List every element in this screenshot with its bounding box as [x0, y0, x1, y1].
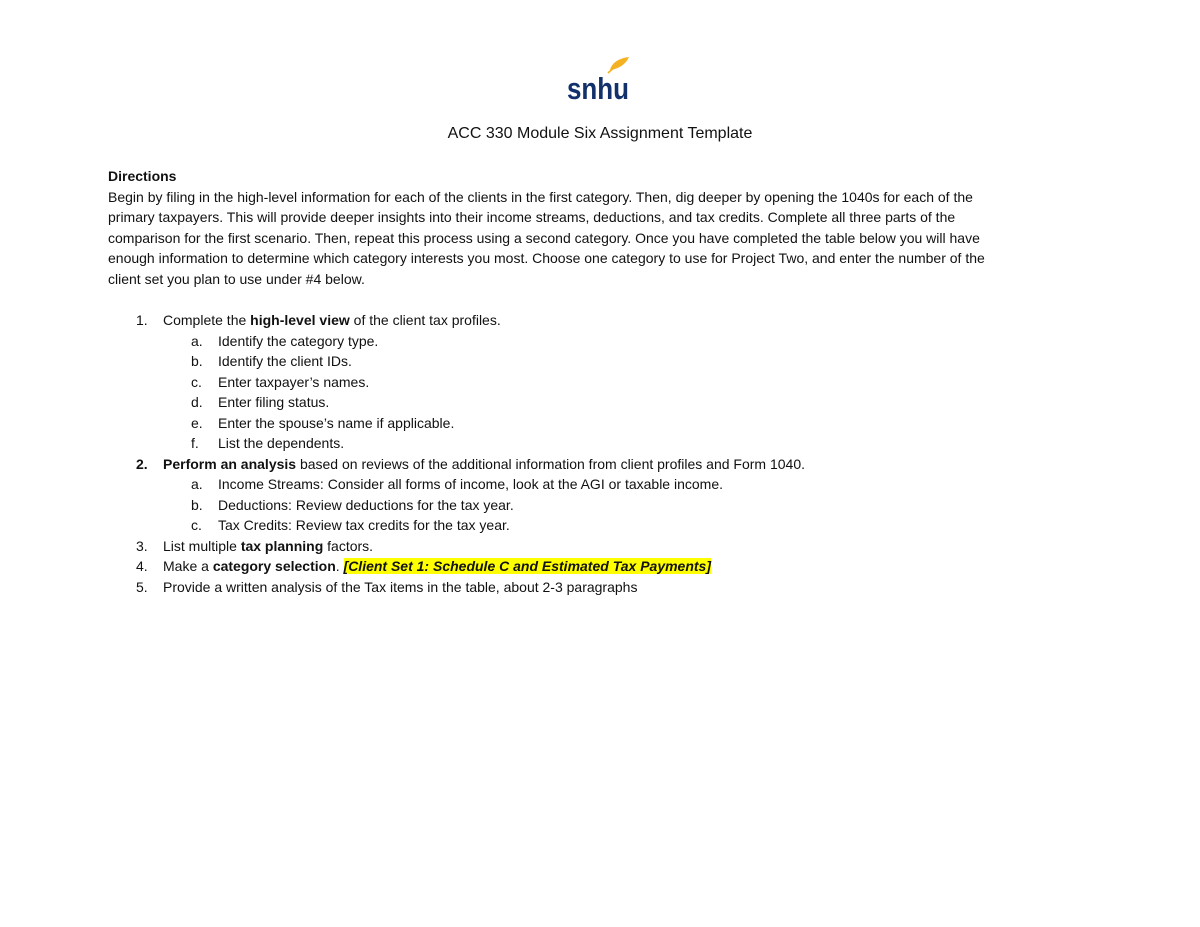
step-1-sub-e [108, 413, 1098, 434]
step-2 [108, 454, 1098, 475]
sub-letter: d. [191, 394, 203, 410]
step-bold-text: Perform an analysis [163, 455, 297, 472]
directions-heading: Directions [108, 168, 177, 184]
sub-letter: a. [191, 332, 203, 349]
snhu-logo-graphic [566, 56, 632, 106]
sub-text: Tax Credits: Review tax credits for the tax year. [218, 517, 510, 533]
step-number: 1. [136, 312, 148, 328]
sub-text: List the dependents. [218, 435, 345, 451]
sub-letter: c. [191, 373, 202, 390]
sub-text: Identify the category type. [218, 332, 379, 349]
step-2-sub-b [108, 495, 1098, 516]
step-text: Make a [163, 558, 213, 574]
step-text: factors. [323, 537, 374, 554]
step-text: based on reviews of the additional information from client profiles and Form 1040. [296, 455, 805, 472]
directions-line: primary taxpayers. This will provide deeper insights into their income streams, deductions, and tax credits. Complete all three parts of the [108, 209, 956, 225]
snhu-logo [566, 56, 632, 106]
step-3 [108, 536, 1098, 557]
step-text: List multiple [163, 537, 241, 554]
directions-line: Begin by filing in the high-level information for each of the clients in the first category. Then, dig deeper by opening the 1040s for each of the [108, 188, 973, 205]
step-number: 5. [136, 578, 148, 595]
sub-letter: f. [191, 435, 199, 451]
sub-letter: c. [191, 517, 202, 533]
step-bold-text: high-level view [250, 312, 350, 328]
step-2-sub-c [108, 515, 1098, 536]
directions-paragraph [108, 187, 1098, 290]
step-bold-text: category selection [212, 558, 336, 574]
step-1-sub-a [108, 331, 1098, 352]
logo-wordmark: snhu [567, 71, 629, 106]
steps-list [108, 310, 1098, 597]
step-1-sub-f [108, 433, 1098, 454]
step-text: . [335, 558, 344, 574]
step-5 [108, 577, 1098, 598]
step-number: 3. [136, 537, 148, 554]
sub-text: Enter taxpayer’s names. [218, 373, 370, 390]
sub-text: Enter filing status. [218, 394, 330, 410]
step-number: 4. [136, 558, 148, 574]
step-number: 2. [136, 455, 148, 472]
step-1-sub-d [108, 392, 1098, 413]
step-bold-text: tax planning [240, 537, 324, 554]
directions-line: comparison for the first scenario. Then, repeat this process using a second category. Once you have completed the table below you will have [108, 229, 980, 246]
sub-letter: b. [191, 496, 203, 513]
sub-text: Deductions: Review deductions for the tax year. [218, 496, 514, 513]
directions-line: enough information to determine which category interests you most. Choose one category to use for Project Two, and enter the number of the [108, 250, 985, 266]
directions-line: client set you plan to use under #4 below. [108, 270, 365, 287]
step-text: Complete the [163, 312, 251, 328]
sub-letter: b. [191, 353, 203, 369]
step-2-sub-a [108, 474, 1098, 495]
sub-text: Enter the spouse’s name if applicable. [218, 414, 455, 431]
sub-letter: e. [191, 414, 203, 431]
sub-text: Income Streams: Consider all forms of income, look at the AGI or taxable income. [218, 476, 723, 492]
step-1-sub-b [108, 351, 1098, 372]
sub-text: Identify the client IDs. [218, 353, 352, 369]
step-text: Provide a written analysis of the Tax items in the table, about 2-3 paragraphs [163, 578, 638, 595]
document-body [108, 166, 1098, 597]
document-title: ACC 330 Module Six Assignment Template [447, 125, 753, 142]
sub-letter: a. [191, 476, 203, 492]
step-1-sub-c [108, 372, 1098, 393]
step-text: of the client tax profiles. [349, 312, 501, 328]
highlighted-client-set: [Client Set 1: Schedule C and Estimated Tax Payments] [343, 558, 711, 574]
step-1 [108, 310, 1098, 331]
step-4 [108, 556, 1098, 577]
